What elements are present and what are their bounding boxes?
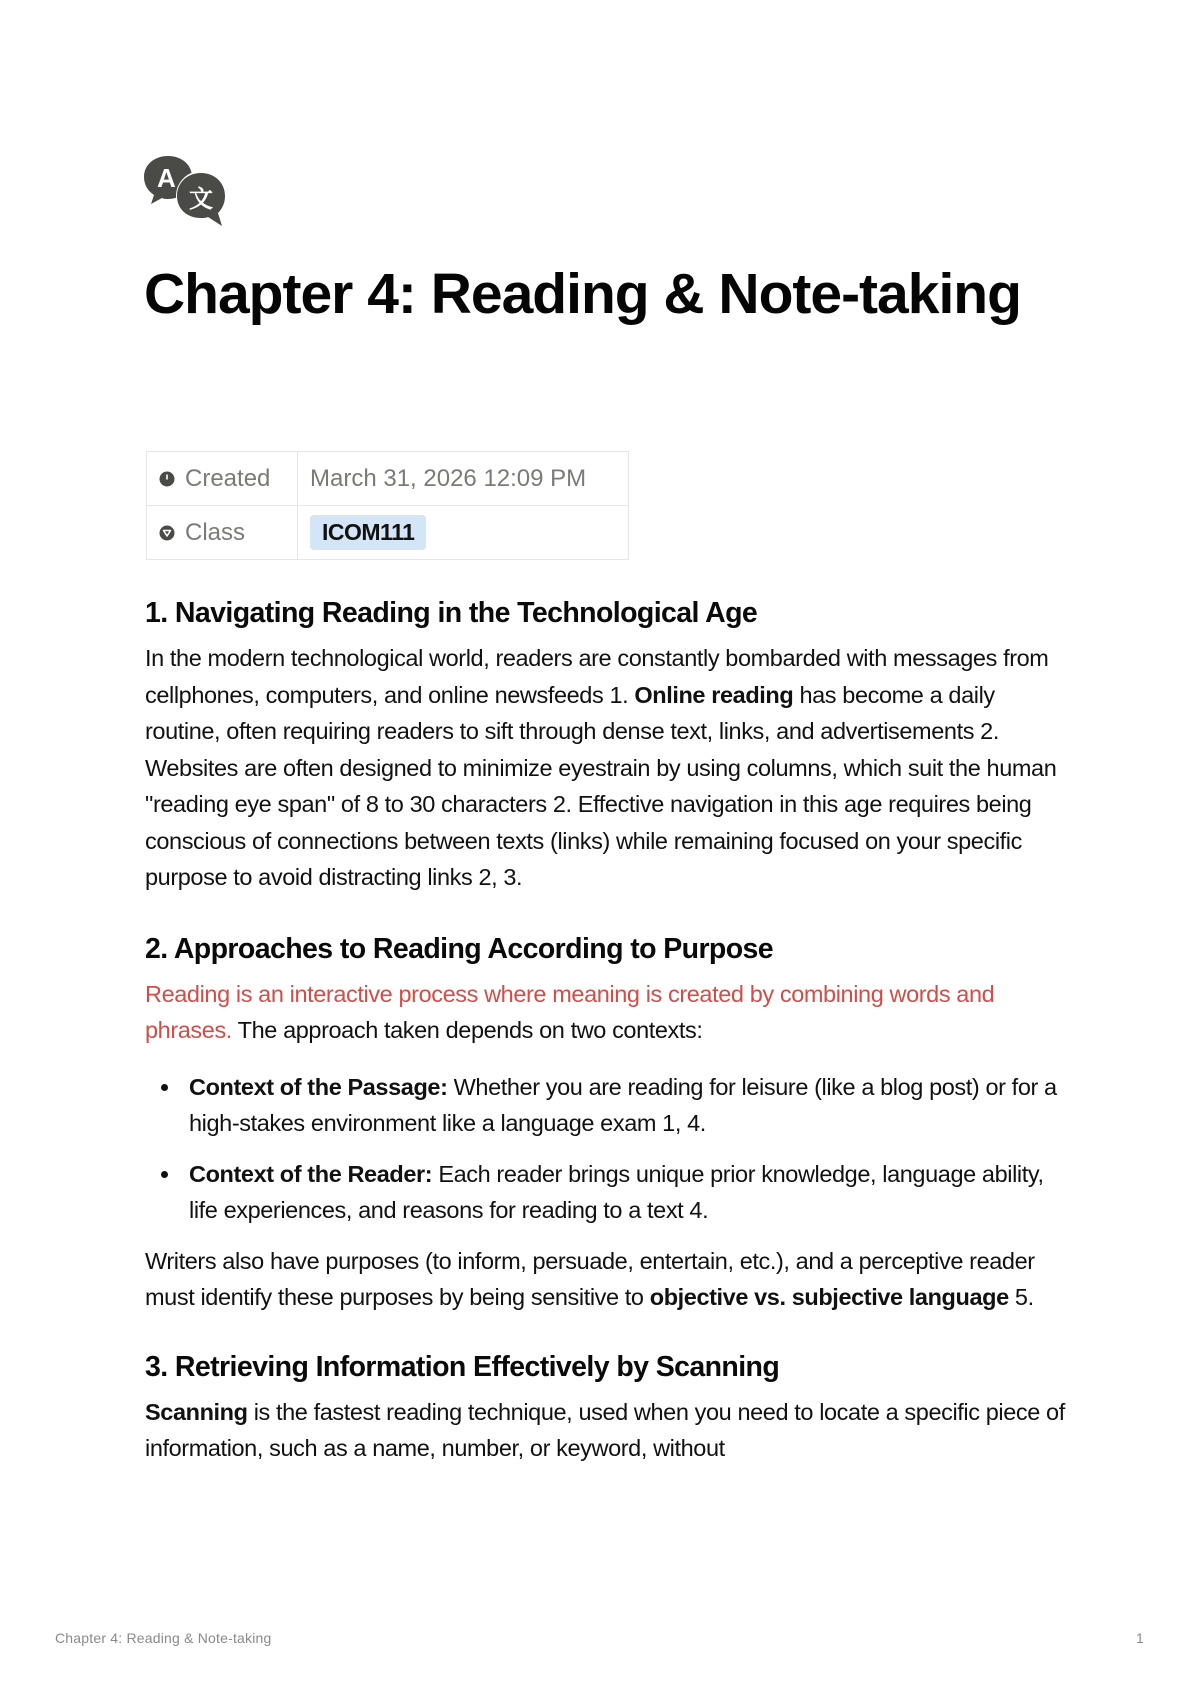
bold-text: Online reading <box>634 681 794 708</box>
property-name-cell <box>147 506 298 560</box>
bullet-icon <box>161 1084 168 1091</box>
text-run: is the fastest reading technique, used when you need to locate a specific piece of information, such as a name, number, or keyword, without <box>145 1398 1065 1461</box>
class-tag[interactable]: ICOM111 <box>310 515 426 550</box>
svg-text:A: A <box>157 163 176 193</box>
created-date: March 31, 2026 12:09 PM <box>310 464 587 492</box>
section-heading: 1. Navigating Reading in the Technological Age <box>145 597 758 629</box>
highlighted-text: Reading is an interactive process where meaning is created by combining words and phrases. <box>145 980 995 1043</box>
list-item <box>189 1069 1065 1142</box>
text-run: In the modern technological world, readers are constantly bombarded with messages from cellphones, computers, and online newsfeeds 1. <box>145 645 1049 708</box>
text-run: Whether you are reading for leisure (like a blog post) or for a high-stakes environment like a language exam 1, 4. <box>189 1073 1057 1136</box>
property-label: Created <box>185 464 271 492</box>
text-run: Each reader brings unique prior knowledge, language ability, life experiences, and reasons for reading to a text 4. <box>189 1160 1044 1223</box>
properties-table <box>146 451 629 560</box>
clock-icon <box>159 466 175 482</box>
footer-document-title: Chapter 4: Reading & Note-taking <box>55 1630 272 1646</box>
text-run: The approach taken depends on two contexts: <box>231 1017 703 1043</box>
select-icon <box>159 520 175 536</box>
bold-text: Context of the Passage: <box>189 1073 448 1100</box>
property-name-cell <box>147 452 298 506</box>
property-value-cell[interactable] <box>298 452 629 506</box>
section-heading: 2. Approaches to Reading According to Purpose <box>145 932 774 965</box>
text-run: has become a daily routine, often requiring readers to sift through dense text, links, and advertisements 2. Websites are often designed to minimize eyestrain by using columns, which suit the human "reading eye span" of 8 to 30 characters 2. Effective navigation in this age requires being conscious of connections between texts (links) while remaining focused on your specific purpose to avoid distracting links 2, 3. <box>145 681 1057 890</box>
section-approaches-to-reading <box>145 930 1065 1316</box>
section-scanning <box>145 1348 1065 1467</box>
section-heading: 3. Retrieving Information Effectively by Scanning <box>145 1350 780 1383</box>
bullet-list <box>145 1069 1065 1229</box>
property-row-class <box>147 506 629 560</box>
page-title: Chapter 4: Reading & Note-taking <box>144 262 1021 326</box>
section-paragraph <box>145 1243 1065 1316</box>
translate-icon[interactable] <box>144 154 234 230</box>
section-paragraph <box>145 640 1065 896</box>
svg-text:文: 文 <box>189 185 213 213</box>
bullet-icon <box>161 1171 168 1178</box>
text-run: 5. <box>1008 1284 1034 1310</box>
bold-text: Context of the Reader: <box>189 1160 433 1187</box>
property-row-created <box>147 452 629 506</box>
bold-text: Scanning <box>145 1398 248 1425</box>
section-intro <box>145 976 1065 1049</box>
list-item <box>189 1156 1065 1229</box>
property-label: Class <box>185 518 246 546</box>
footer-page-number: 1 <box>1136 1630 1144 1646</box>
property-value-cell[interactable] <box>298 506 629 560</box>
section-navigating-reading <box>145 594 1065 896</box>
section-paragraph <box>145 1394 1065 1467</box>
text-run: Writers also have purposes (to inform, persuade, entertain, etc.), and a perceptive reader must identify these purposes by being sensitive to <box>145 1247 1035 1310</box>
bold-text: objective vs. subjective language <box>649 1284 1009 1310</box>
page-content <box>145 594 1065 1491</box>
